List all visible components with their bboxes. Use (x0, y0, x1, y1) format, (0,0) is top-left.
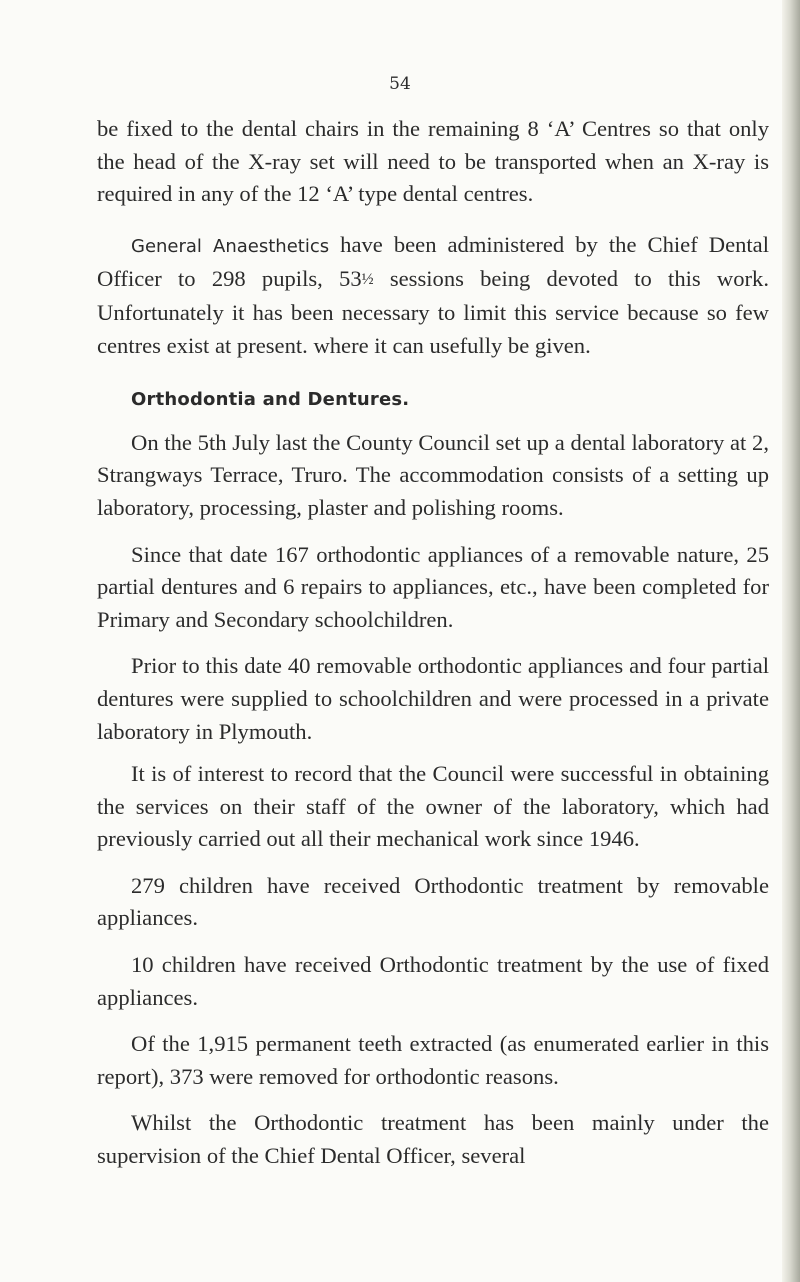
section-heading-orthodontia: Orthodontia and Dentures. (131, 389, 410, 411)
paragraph-fixed-treatment: 10 children have received Orthodontic treatment by the use of fixed appliances. (97, 952, 769, 1010)
page-body (97, 113, 769, 1173)
paragraph-prior-appliances: Prior to this date 40 removable orthodontic appliances and four partial dentures were supplied to schoolchildren and were processed in a private laboratory in Plymouth. (97, 653, 769, 744)
paragraph-general-anaesthetics (97, 229, 769, 362)
paragraph-xray-continuation: be fixed to the dental chairs in the remaining 8 ‘A’ Centres so that only the head of the X-ray set will need to be transported when an X-ray is required in any of the 12 ‘A’ type dental centres. (97, 116, 769, 207)
page-edge-shadow (782, 0, 800, 1282)
paragraph-supervision: Whilst the Orthodontic treatment has been mainly under the supervision of the Chief Dental Officer, several (97, 1110, 769, 1169)
paragraph-teeth-extracted: Of the 1,915 permanent teeth extracted (as enumerated earlier in this report), 373 were removed for orthodontic reasons. (97, 1031, 769, 1089)
paragraph-laboratory-owner: It is of interest to record that the Council were successful in obtaining the services on their staff of the owner of the laboratory, which had previously carried out all their mechanical work since 1946. (97, 761, 769, 852)
paragraph-text: have been administered by the Chief Dental Officer to 298 pupils, 53 (97, 231, 769, 292)
page-number: 54 (389, 74, 411, 94)
paragraph-removable-treatment: 279 children have received Orthodontic treatment by removable appliances. (97, 872, 769, 931)
paragraph-text: sessions being devoted to this work. Unfortunately it has been necessary to limit this service because so few centres exist at present. where it can usefully be given. (97, 266, 769, 358)
inline-heading-general-anaesthetics: General Anaesthetics (131, 235, 330, 257)
fraction-half: ½ (361, 271, 374, 289)
paragraph-dental-laboratory: On the 5th July last the County Council set up a dental laboratory at 2, Strangways Terrace, Truro. The accommodation consists of a setting up laboratory, processing, plaster and polishing rooms. (97, 429, 769, 520)
paragraph-appliances-completed: Since that date 167 orthodontic appliances of a removable nature, 25 partial dentures and 6 repairs to appliances, etc., have been completed for Primary and Secondary schoolchildren. (97, 541, 769, 632)
